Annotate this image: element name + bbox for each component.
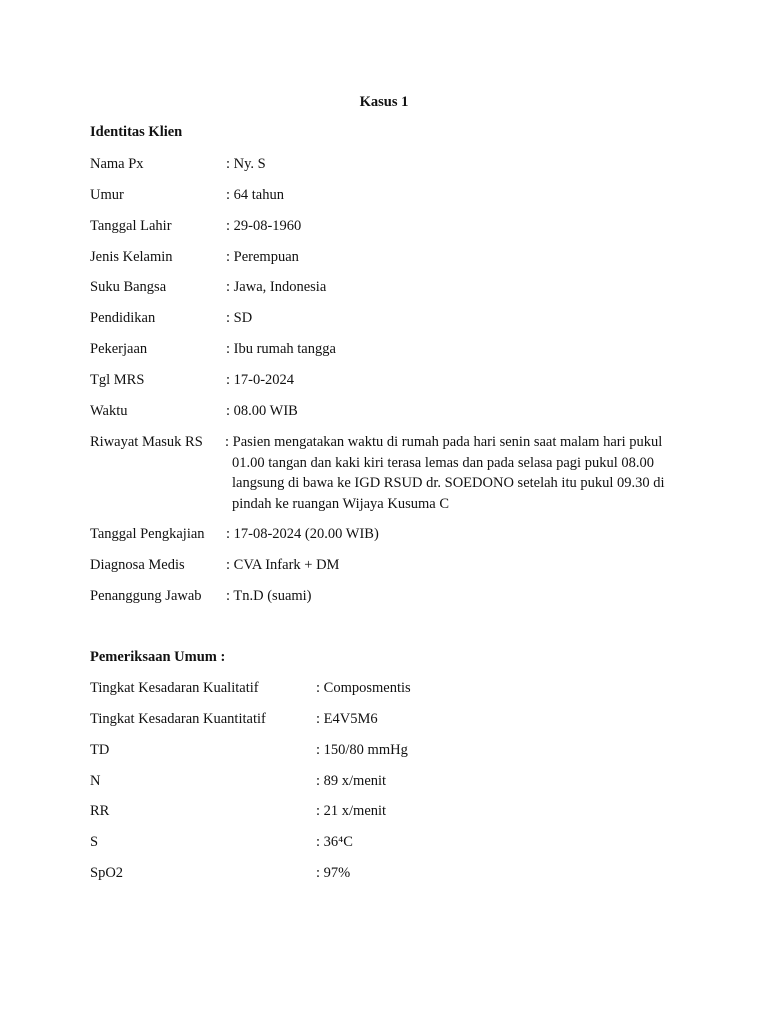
field-value: : Ibu rumah tangga (226, 341, 336, 357)
field-label: RR (90, 803, 110, 819)
field-label: TD (90, 742, 110, 758)
field-value: : Perempuan (226, 249, 299, 265)
field-value-line: : Pasien mengatakan waktu di rumah pada hari senin saat malam hari pukul (225, 434, 663, 450)
field-value: : 17-08-2024 (20.00 WIB) (226, 526, 379, 542)
field-value: : E4V5M6 (316, 711, 378, 727)
field-label: Tgl MRS (90, 372, 145, 388)
field-value: : 29-08-1960 (226, 218, 302, 234)
field-value: : Composmentis (316, 680, 411, 696)
field-value: : 89 x/menit (316, 773, 387, 789)
field-label: Penanggung Jawab (90, 588, 202, 604)
field-label: Tanggal Pengkajian (90, 526, 205, 542)
field-value: : 21 x/menit (316, 803, 387, 819)
field-value: : Jawa, Indonesia (226, 279, 327, 295)
field-label: SpO2 (90, 865, 124, 881)
section-heading-identitas: Identitas Klien (90, 124, 183, 140)
field-label: S (90, 834, 99, 850)
field-value: : Tn.D (suami) (226, 588, 312, 604)
field-label: Riwayat Masuk RS (90, 434, 203, 450)
section-heading-pemeriksaan: Pemeriksaan Umum : (90, 649, 226, 665)
field-value: : 17-0-2024 (226, 372, 295, 388)
field-value-line: langsung di bawa ke IGD RSUD dr. SOEDONO setelah itu pukul 09.30 di (232, 475, 665, 491)
field-value: : 97% (316, 865, 351, 881)
field-label: Diagnosa Medis (90, 557, 185, 573)
field-value: : Ny. S (226, 156, 266, 172)
document-title: Kasus 1 (359, 94, 409, 110)
field-label: N (90, 773, 101, 789)
field-label: Pendidikan (90, 310, 156, 326)
field-label: Nama Px (90, 156, 144, 172)
field-label: Suku Bangsa (90, 279, 167, 295)
field-value: : 36⁴C (316, 834, 353, 850)
field-value: : SD (226, 310, 253, 326)
field-label: Pekerjaan (90, 341, 148, 357)
field-value-line: 01.00 tangan dan kaki kiri terasa lemas dan pada selasa pagi pukul 08.00 (232, 454, 654, 471)
field-label: Waktu (90, 403, 128, 419)
field-label: Tanggal Lahir (90, 218, 172, 234)
field-value: : CVA Infark + DM (226, 557, 340, 573)
field-value: : 150/80 mmHg (316, 742, 408, 758)
field-value-continuation (232, 453, 692, 515)
field-value: : 08.00 WIB (226, 403, 298, 419)
field-value: : 64 tahun (226, 187, 284, 203)
field-label: Tingkat Kesadaran Kualitatif (90, 680, 259, 696)
field-value-line: pindah ke ruangan Wijaya Kusuma C (232, 495, 449, 512)
field-label: Umur (90, 187, 124, 203)
field-label: Tingkat Kesadaran Kuantitatif (90, 711, 266, 727)
field-label: Jenis Kelamin (90, 249, 173, 265)
